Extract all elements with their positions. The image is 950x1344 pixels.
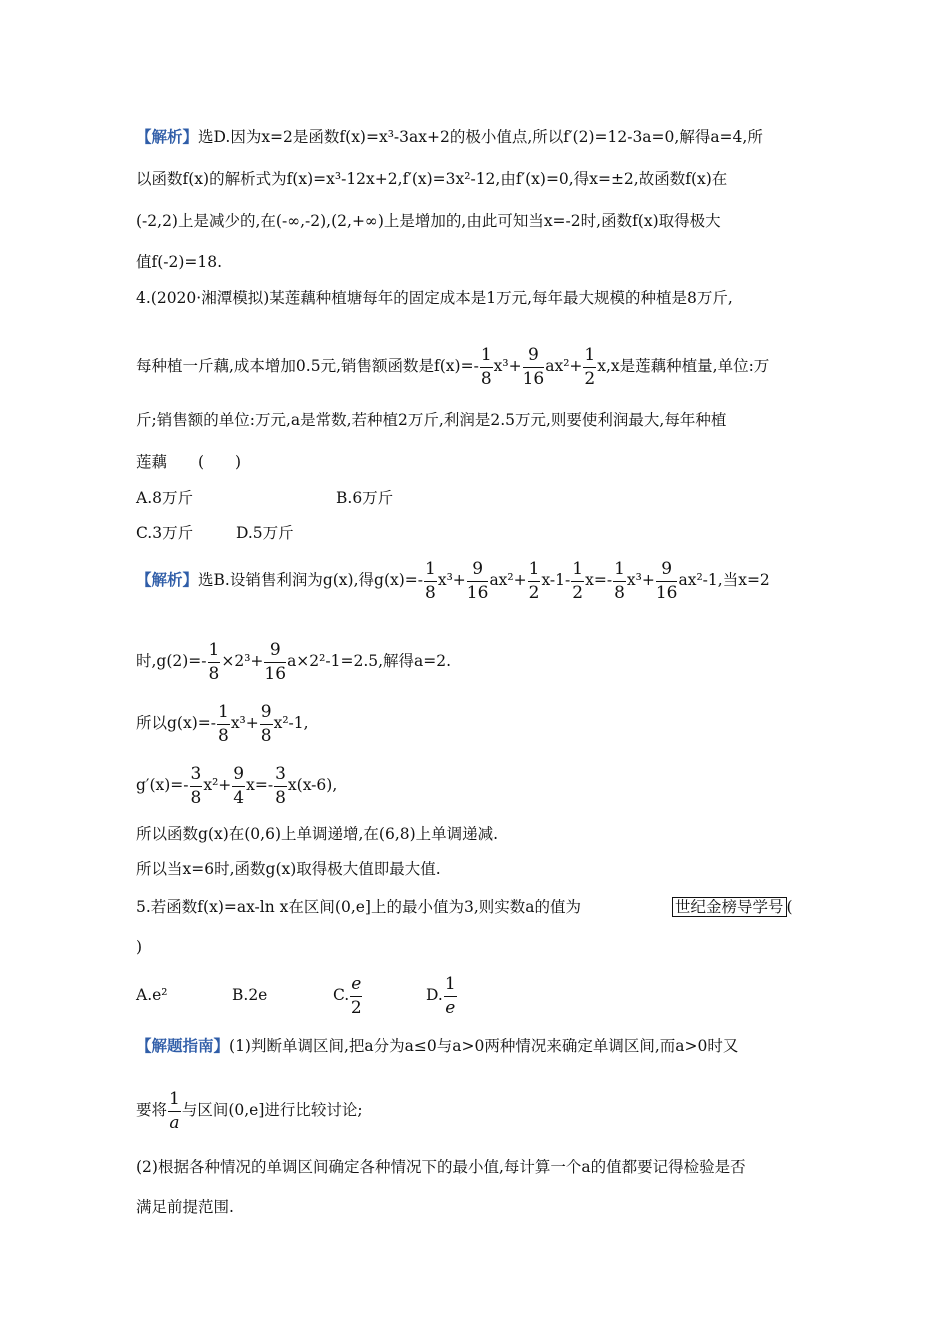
guide-line-4: 满足前提范围. [136, 1198, 234, 1216]
fraction-1-2: $\frac{1}{2}$ [584, 344, 596, 389]
analysis-line-2: 以函数f(x)的解析式为f(x)=x³-12x+2,f′(x)=3x²-12,由f′(x)=0,得x=±2,故函数f(x)在 [136, 170, 728, 188]
fraction-1-8: $\frac{1}{8}$ [480, 344, 492, 389]
question-5-badge-line: 世纪金榜导学号 ( [672, 897, 793, 917]
option-5a: A.e² [136, 986, 168, 1004]
question-4-line-3: 斤;销售额的单位:万元,a是常数,若种植2万斤,利润是2.5万元,则要使利润最大,每年种植 [136, 411, 727, 429]
option-5d: D. $\frac{1}{e}$ [426, 973, 456, 1018]
question-4-line-1: 4.(2020·湘潭模拟)某莲藕种植塘每年的固定成本是1万元,每年最大规模的种植是8万斤, [136, 289, 733, 307]
analysis-tag: 【解析】 [136, 127, 199, 146]
question-4-line-4: 莲藕 ( ) [136, 453, 242, 471]
option-b: B.6万斤 [336, 489, 394, 507]
question-5-line-1: 5.若函数f(x)=ax-ln x在区间(0,e]上的最小值为3,则实数a的值为 [136, 898, 581, 916]
option-5c: C. $\frac{e}{2}$ [333, 973, 362, 1018]
analysis-line-4: 值f(-2)=18. [136, 253, 223, 271]
solution-4-line-6: 所以当x=6时,函数g(x)取得极大值即最大值. [136, 860, 441, 878]
option-c: C.3万斤 [136, 524, 194, 542]
fraction-9-16: $\frac{9}{16}$ [522, 344, 545, 389]
question-5-line-2: ) [136, 938, 143, 956]
guide-tag: 【解题指南】 [136, 1036, 230, 1055]
analysis-tag: 【解析】 [136, 570, 199, 589]
solution-4-line-3: 所以g(x)=- $\frac{1}{8}$ x³+ $\frac{9}{8}$ x²-1, [136, 701, 309, 746]
guide-line-2: 要将 $\frac{1}{a}$ 与区间(0,e]进行比较讨论; [136, 1088, 363, 1133]
solution-4-line-5: 所以函数g(x)在(0,6)上单调递增,在(6,8)上单调递减. [136, 825, 499, 843]
analysis-line-3: (-2,2)上是减少的,在(-∞,-2),(2,+∞)上是增加的,由此可知当x=-2时,函数f(x)取得极大 [136, 212, 721, 230]
solution-4-line-2: 时,g(2)=- $\frac{1}{8}$ ×2³+ $\frac{9}{16}$ a×2²-1=2.5,解得a=2. [136, 639, 452, 684]
option-a: A.8万斤 [136, 489, 193, 507]
analysis-line-1: 【解析】选D.因为x=2是函数f(x)=x³-3ax+2的极小值点,所以f′(2)=12-3a=0,解得a=4,所 [136, 127, 763, 146]
solution-4-line-4: g′(x)=- $\frac{3}{8}$ x²+ $\frac{9}{4}$ x=- $\frac{3}{8}$ x(x-6), [136, 763, 338, 808]
question-4-line-2: 每种植一斤藕,成本增加0.5元,销售额函数是f(x)=- $\frac{1}{8}$ x³+ $\frac{9}{16}$ ax²+ $\frac{1}{2}$ x,x是莲藕种植量,单位:万 [136, 344, 770, 389]
option-5b: B.2e [232, 986, 268, 1004]
solution-4-line-1: 【解析】选B.设销售利润为g(x),得g(x)=- $\frac{1}{8}$ x³+ $\frac{9}{16}$ ax²+ $\frac{1}{2}$ x-1- $\frac{1}{2}$ x=- $\frac{1}{8}$ x³+ $\frac{9}{16}$ ax²-1,当x=2 [136, 558, 770, 603]
guide-line-3: (2)根据各种情况的单调区间确定各种情况下的最小值,每计算一个a的值都要记得检验是否 [136, 1158, 746, 1176]
guide-line-1: 【解题指南】(1)判断单调区间,把a分为a≤0与a>0两种情况来确定单调区间,而a>0时又 [136, 1036, 739, 1055]
source-badge: 世纪金榜导学号 [672, 897, 787, 917]
option-d: D.5万斤 [236, 524, 294, 542]
